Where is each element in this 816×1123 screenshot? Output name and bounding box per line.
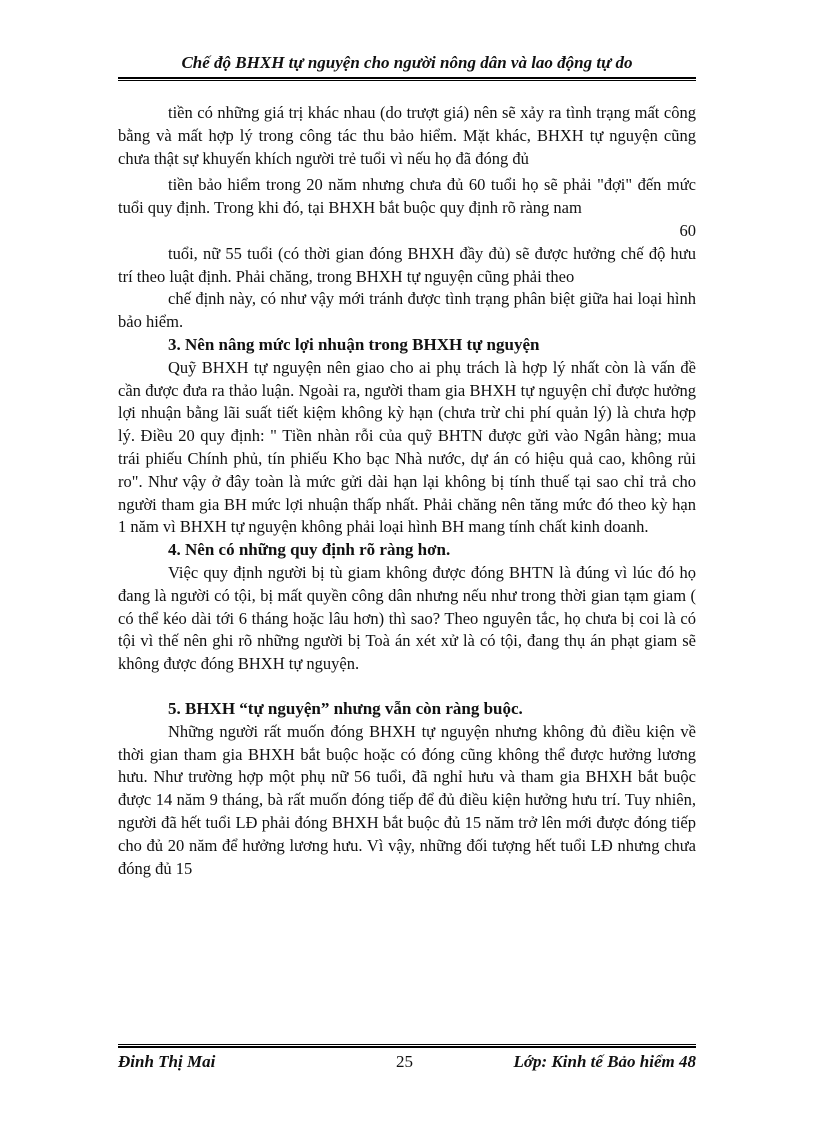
section-heading-5: 5. BHXH “tự nguyện” nhưng vẫn còn ràng buộc. [168, 698, 523, 718]
paragraph-3: tuổi, nữ 55 tuổi (có thời gian đóng BHXH đầy đủ) sẽ được hưởng chế độ hưu trí theo luật định. Phải chăng, trong BHXH tự nguyện cũng phải theo [118, 243, 696, 286]
header-title: Chế độ BHXH tự nguyện cho người nông dân và lao động tự do [181, 53, 633, 72]
paragraph-6: Việc quy định người bị tù giam không được đóng BHTN là đúng vì lúc đó họ đang là người có tội, bị mất quyền công dân nhưng nếu như trong thời gian tạm giam ( có thể kéo dài tới 6 tháng hoặc lâu hơn) thì sao? Theo nguyên tắc, họ chưa bị coi là có tội vì thế nên ghi rõ những người bị Toà án xét xử là có tội, đang thụ án phạt giam sẽ không được đóng BHXH tự nguyện. [118, 562, 696, 674]
spacer [118, 676, 696, 698]
document-body [118, 102, 696, 880]
section-heading-3: 3. Nên nâng mức lợi nhuận trong BHXH tự nguyện [168, 334, 540, 354]
footer-rule-thin [118, 1044, 696, 1045]
footer-class: Lớp: Kinh tế Bảo hiểm 48 [513, 1052, 696, 1071]
page-number: 25 [396, 1052, 413, 1071]
paragraph-4: chế định này, có như vậy mới tránh được tình trạng phân biệt giữa hai loại hình bảo hiểm. [118, 289, 696, 332]
paragraph-5: Quỹ BHXH tự nguyện nên giao cho ai phụ trách là hợp lý nhất còn là vấn đề cần được đưa ra thảo luận. Ngoài ra, người tham gia BHXH tự nguyện chỉ được hưởng lợi nhuận bằng lãi suất tiết kiệm không kỳ hạn (chưa trừ chi phí quản lý) là chưa hợp lý. Điều 20 quy định: " Tiền nhàn rỗi của quỹ BHTN được gửi vào Ngân hàng; mua trái phiếu Chính phủ, tín phiếu Kho bạc Nhà nước, dự án có hiệu quả cao, không rủi ro". Như vậy ở đây toàn là mức gửi dài hạn lại không bị tính thuế tại sao chỉ trả cho người tham gia BH mức lợi nhuận thấp nhất. Phải chăng nên tăng mức đó theo kỳ hạn 1 năm vì BHXH tự nguyện không phải loại hình BH mang tính chất kinh doanh. [118, 357, 696, 537]
paragraph-2-tail: 60 [679, 220, 696, 240]
paragraph-7: Những người rất muốn đóng BHXH tự nguyện nhưng không đủ điều kiện về thời gian tham gia BHXH bắt buộc hoặc có đóng cũng không thể được hưởng lương hưu. Như trường hợp một phụ nữ 56 tuổi, đã nghỉ hưu và tham gia BHXH bắt buộc được 14 năm 9 tháng, bà rất muốn đóng tiếp để đủ điều kiện hưởng hưu trí. Tuy nhiên, người đã hết tuổi LĐ phải đóng BHXH bắt buộc đủ 15 năm trở lên mới được đóng tiếp cho đủ 20 năm để hưởng lương hưu. Vì vậy, những đối tượng hết tuổi LĐ nhưng chưa đóng đủ 15 [118, 721, 696, 878]
section-heading-4: 4. Nên có những quy định rõ ràng hơn. [168, 540, 451, 560]
footer-rule [118, 1046, 696, 1048]
header-rule-thin [118, 80, 696, 81]
paragraph-1: tiền có những giá trị khác nhau (do trượt giá) nên sẽ xảy ra tình trạng mất công bằng và mất hợp lý trong công tác thu bảo hiểm. Mặt khác, BHXH tự nguyện cũng chưa thật sự khuyến khích người trẻ tuổi vì nếu họ đã đóng đủ [118, 103, 696, 168]
header-rule [118, 77, 696, 79]
paragraph-2: tiền bảo hiểm trong 20 năm nhưng chưa đủ 60 tuổi họ sẽ phải "đợi" đến mức tuổi quy định. Trong khi đó, tại BHXH bắt buộc quy định rõ ràng nam [118, 175, 696, 218]
footer-author: Đinh Thị Mai [118, 1052, 216, 1071]
